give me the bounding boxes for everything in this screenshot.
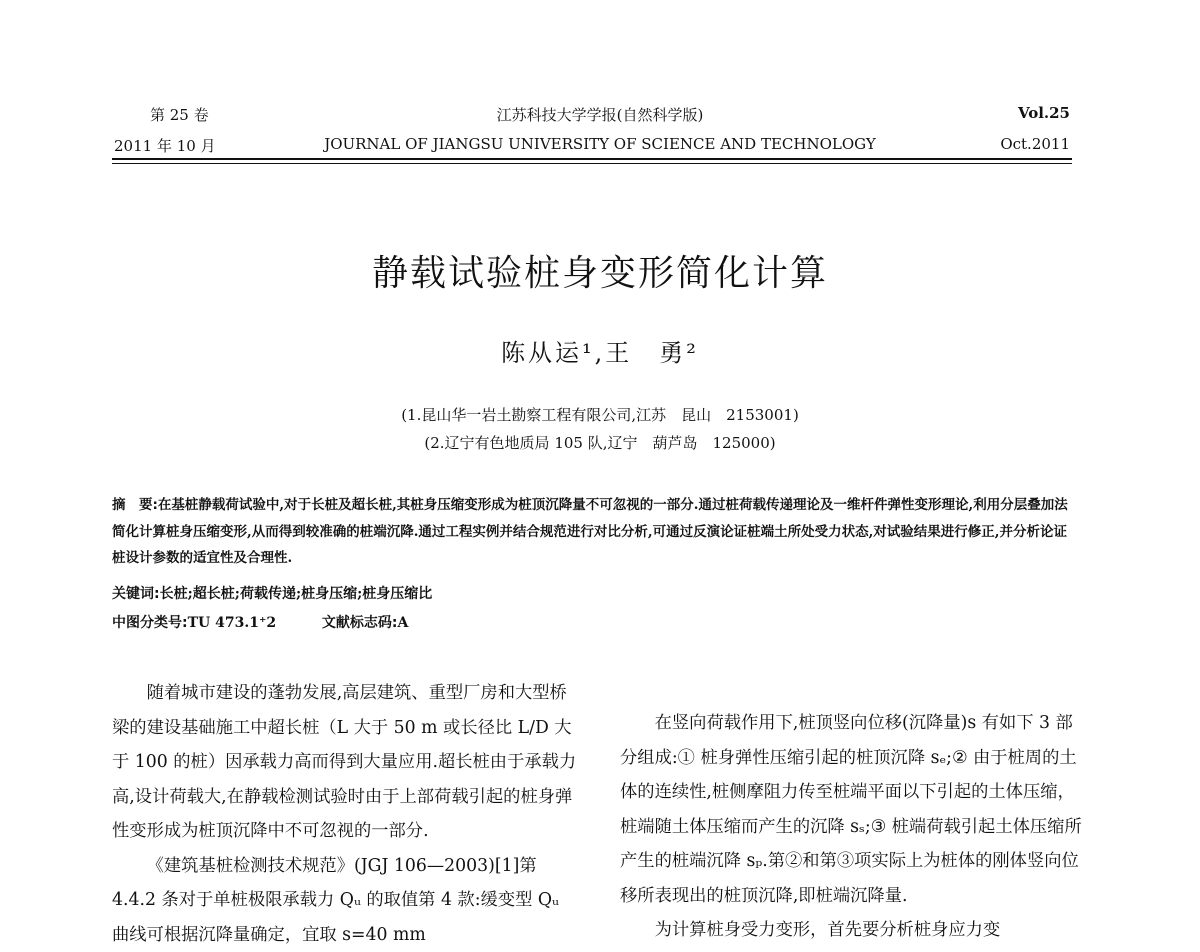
abstract bbox=[112, 492, 1080, 572]
body-paragraph: 为计算桩身受力变形，首先要分析桩身应力变 bbox=[654, 920, 1001, 940]
header-rule-thin bbox=[112, 163, 1072, 164]
keywords-label: 关键词: bbox=[112, 586, 160, 602]
header-date-cn: 2011 年 10 月 bbox=[114, 137, 216, 155]
header-volume-en: Vol.25 bbox=[1017, 104, 1070, 122]
header-journal-en: JOURNAL OF JIANGSU UNIVERSITY OF SCIENCE AND TECHNOLOGY bbox=[324, 135, 876, 153]
body-paragraph: 《建筑基桩检测技术规范》(JGJ 106—2003)[1]第 4.4.2 条对于单桩极限承载力 Qᵤ 的取值第 4 款:缓变型 Qᵤ 曲线可根据沉降量确定，宜取 s=40 mm bbox=[112, 855, 559, 945]
affiliation-1: (1.昆山华一岩土勘察工程有限公司,江苏 昆山 2153001) bbox=[401, 406, 799, 424]
header-volume-cn: 第 25 卷 bbox=[150, 106, 209, 124]
body-paragraph: 随着城市建设的蓬勃发展,高层建筑、重型厂房和大型桥梁的建设基础施工中超长桩（L 大于 50 m 或长径比 L/D 大于 100 的桩）因承载力高而得到大量应用.超长桩由于承载力高,设计荷载大,在静载检测试验时由于上部荷载引起的桩身弹性变形成为桩顶沉降中不可忽视的一部分. bbox=[112, 683, 577, 841]
body-right-column bbox=[620, 706, 1086, 948]
header-rule-thick bbox=[112, 158, 1072, 160]
classification bbox=[112, 612, 408, 632]
body-left-column bbox=[112, 676, 578, 952]
keywords bbox=[112, 583, 432, 603]
abstract-label: 摘 要: bbox=[112, 497, 158, 513]
paper-title: 静载试验桩身变形简化计算 bbox=[371, 253, 828, 294]
keywords-text: 长桩;超长桩;荷载传递;桩身压缩;桩身压缩比 bbox=[159, 586, 433, 602]
body-paragraph: 在竖向荷载作用下,桩顶竖向位移(沉降量)s 有如下 3 部分组成:① 桩身弹性压缩引起的桩顶沉降 sₑ;② 由于桩周的土体的连续性,桩侧摩阻力传至桩端平面以下引起的土体压缩，桩端随土体压缩而产生的沉降 sₛ;③ 桩端荷载引起土体压缩所产生的桩端沉降 sₚ.第②和第③项实际上为桩体的刚体竖向位移所表现出的桩顶沉降,即桩端沉降量. bbox=[620, 713, 1082, 906]
paper-authors: 陈从运¹,王 勇² bbox=[501, 339, 699, 367]
affiliation-2: (2.辽宁有色地质局 105 队,辽宁 葫芦岛 125000) bbox=[424, 434, 776, 452]
clc-label: 中图分类号: bbox=[112, 615, 188, 631]
doc-label: 文献标志码: bbox=[321, 615, 398, 631]
doc-value: A bbox=[397, 615, 409, 631]
header-journal-cn: 江苏科技大学学报(自然科学版) bbox=[496, 106, 704, 124]
clc-value: TU 473.1⁺2 bbox=[187, 615, 277, 631]
header-date-en: Oct.2011 bbox=[1000, 135, 1070, 153]
abstract-text: 在基桩静载荷试验中,对于长桩及超长桩,其桩身压缩变形成为桩顶沉降量不可忽视的一部分.通过桩荷载传递理论及一维杆件弹性变形理论,利用分层叠加法简化计算桩身压缩变形,从而得到较准确的桩端沉降.通过工程实例并结合规范进行对比分析,可通过反演论证桩端土所处受力状态,对试验结果进行修正,并分析论证桩设计参数的适宜性及合理性. bbox=[112, 497, 1068, 566]
